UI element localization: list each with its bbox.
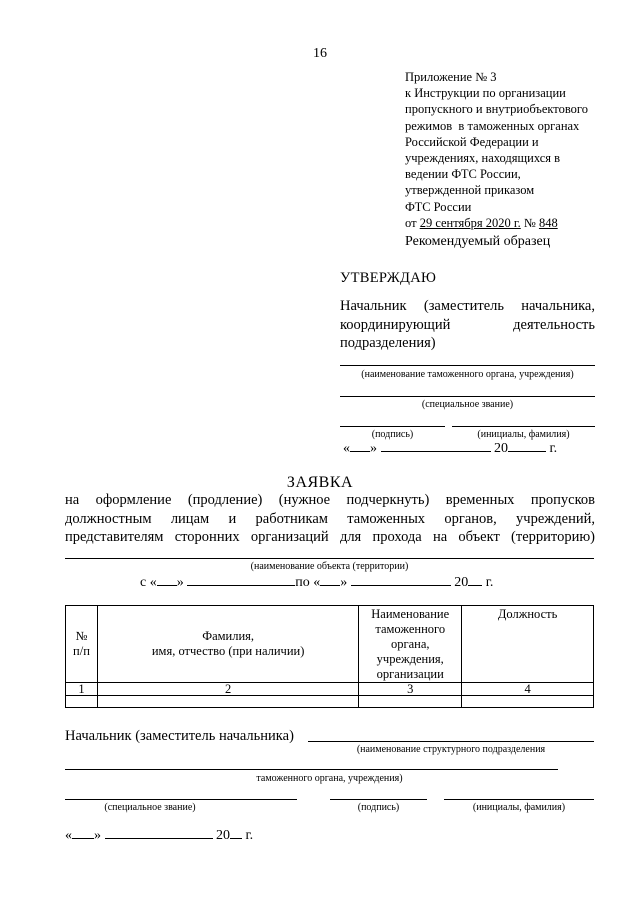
table-cell[interactable] <box>462 696 594 708</box>
column-number-cell: 4 <box>462 683 594 696</box>
date-close-quote: » <box>370 441 377 456</box>
table-cell[interactable] <box>359 696 462 708</box>
appendix-line: режимов в таможенных органах <box>405 118 580 133</box>
initials-caption-2: (инициалы, фамилия) <box>472 802 566 813</box>
signature-line-2[interactable] <box>330 799 427 800</box>
request-date <box>65 826 253 844</box>
unit-name-line[interactable] <box>308 741 594 742</box>
approver-line: подразделения) <box>340 335 436 351</box>
org-name-caption-2: таможенного органа, учреждения) <box>256 773 403 784</box>
recommended-sample-label: Рекомендуемый образец <box>405 234 551 249</box>
year-blank[interactable] <box>508 439 546 452</box>
column-number-cell: 1 <box>66 683 98 696</box>
column-header-organization: Наименование таможенного органа, учреждения, организации <box>359 606 462 683</box>
object-name-line[interactable] <box>65 558 594 559</box>
table-header-row <box>66 606 594 683</box>
from-close-quote: » <box>176 575 184 590</box>
day-blank[interactable] <box>350 439 370 452</box>
appendix-line: пропускного и внутриобъектового <box>405 102 588 117</box>
order-prefix: от <box>405 215 420 230</box>
initials-line-2[interactable] <box>444 799 594 800</box>
personnel-table <box>65 605 594 708</box>
from-label: с « <box>140 575 157 590</box>
rank-caption: (специальное звание) <box>421 399 514 410</box>
initials-line[interactable] <box>452 426 595 427</box>
document-title: ЗАЯВКА <box>286 474 354 491</box>
appendix-line: ФТС России <box>405 199 472 214</box>
signature-caption-2: (подпись) <box>357 802 400 813</box>
column-header-position: Должность <box>462 606 594 683</box>
approval-date <box>343 439 557 457</box>
appendix-block <box>405 69 588 231</box>
appendix-line: утвержденной приказом <box>405 183 535 198</box>
year-blank[interactable] <box>468 573 482 586</box>
to-close-quote: » <box>340 575 348 590</box>
subject-line: представителям сторонних организаций для прохода на объект (территорию) <box>65 529 595 545</box>
org-name-line-2[interactable] <box>65 769 558 770</box>
rank-caption-2: (специальное звание) <box>104 802 196 813</box>
from-day-blank[interactable] <box>157 573 177 586</box>
unit-name-caption: (наименование структурного подразделения <box>356 744 546 755</box>
signature-line[interactable] <box>340 426 445 427</box>
column-number-cell: 3 <box>359 683 462 696</box>
signature-caption: (подпись) <box>371 429 414 440</box>
approver-line: координирующий деятельность <box>340 316 595 333</box>
initials-caption: (инициалы, фамилия) <box>477 429 570 440</box>
appendix-line: ведении ФТС России, <box>405 167 521 182</box>
table-row <box>66 683 594 696</box>
table-cell[interactable] <box>66 696 98 708</box>
day-blank[interactable] <box>72 826 94 839</box>
date-open-quote: « <box>343 441 350 456</box>
year-blank[interactable] <box>230 826 242 839</box>
appendix-line: к Инструкции по организации <box>405 86 566 101</box>
to-day-blank[interactable] <box>320 573 340 586</box>
subject-line: должностным лицам и работникам таможенных органов, учреждений, <box>65 510 595 527</box>
page-number: 16 <box>313 46 327 61</box>
year-suffix: г. <box>245 828 254 843</box>
order-no-sign: № <box>520 215 539 230</box>
subject-line: на оформление (продление) (нужное подчеркнуть) временных пропусков <box>65 492 595 508</box>
request-subject <box>65 491 595 547</box>
column-number-cell: 2 <box>97 683 358 696</box>
table-cell[interactable] <box>97 696 358 708</box>
object-name-caption: (наименование объекта (территории) <box>250 561 409 572</box>
rank-line[interactable] <box>340 396 595 397</box>
column-header-number: № п/п <box>66 606 98 683</box>
date-open-quote: « <box>65 828 72 843</box>
order-number: 848 <box>538 215 558 230</box>
to-label: по « <box>295 575 321 590</box>
year-prefix: 20 <box>216 828 230 843</box>
table-row[interactable] <box>66 696 594 708</box>
order-date: 29 сентября 2020 г. <box>419 215 521 230</box>
validity-period <box>140 573 493 591</box>
column-header-name: Фамилия, имя, отчество (при наличии) <box>97 606 358 683</box>
rank-line-2[interactable] <box>65 799 297 800</box>
month-blank[interactable] <box>105 826 213 839</box>
year-suffix: г. <box>485 575 494 590</box>
month-blank[interactable] <box>381 439 491 452</box>
from-month-blank[interactable] <box>187 573 295 586</box>
appendix-line: Российской Федерации и <box>405 134 539 149</box>
year-prefix: 20 <box>494 441 508 456</box>
approver-line: Начальник (заместитель начальника, <box>340 298 595 314</box>
year-suffix: г. <box>549 441 558 456</box>
approver-position <box>340 297 595 353</box>
appendix-line: Приложение № 3 <box>405 70 497 84</box>
date-close-quote: » <box>94 828 101 843</box>
requester-position: Начальник (заместитель начальника) <box>65 728 294 744</box>
org-name-line[interactable] <box>340 365 595 366</box>
org-name-caption: (наименование таможенного органа, учреждения) <box>361 369 574 380</box>
to-month-blank[interactable] <box>351 573 451 586</box>
year-prefix: 20 <box>454 575 469 590</box>
appendix-line: учреждениях, находящихся в <box>405 151 561 166</box>
approve-heading: УТВЕРЖДАЮ <box>340 270 437 286</box>
order-reference <box>405 215 588 231</box>
